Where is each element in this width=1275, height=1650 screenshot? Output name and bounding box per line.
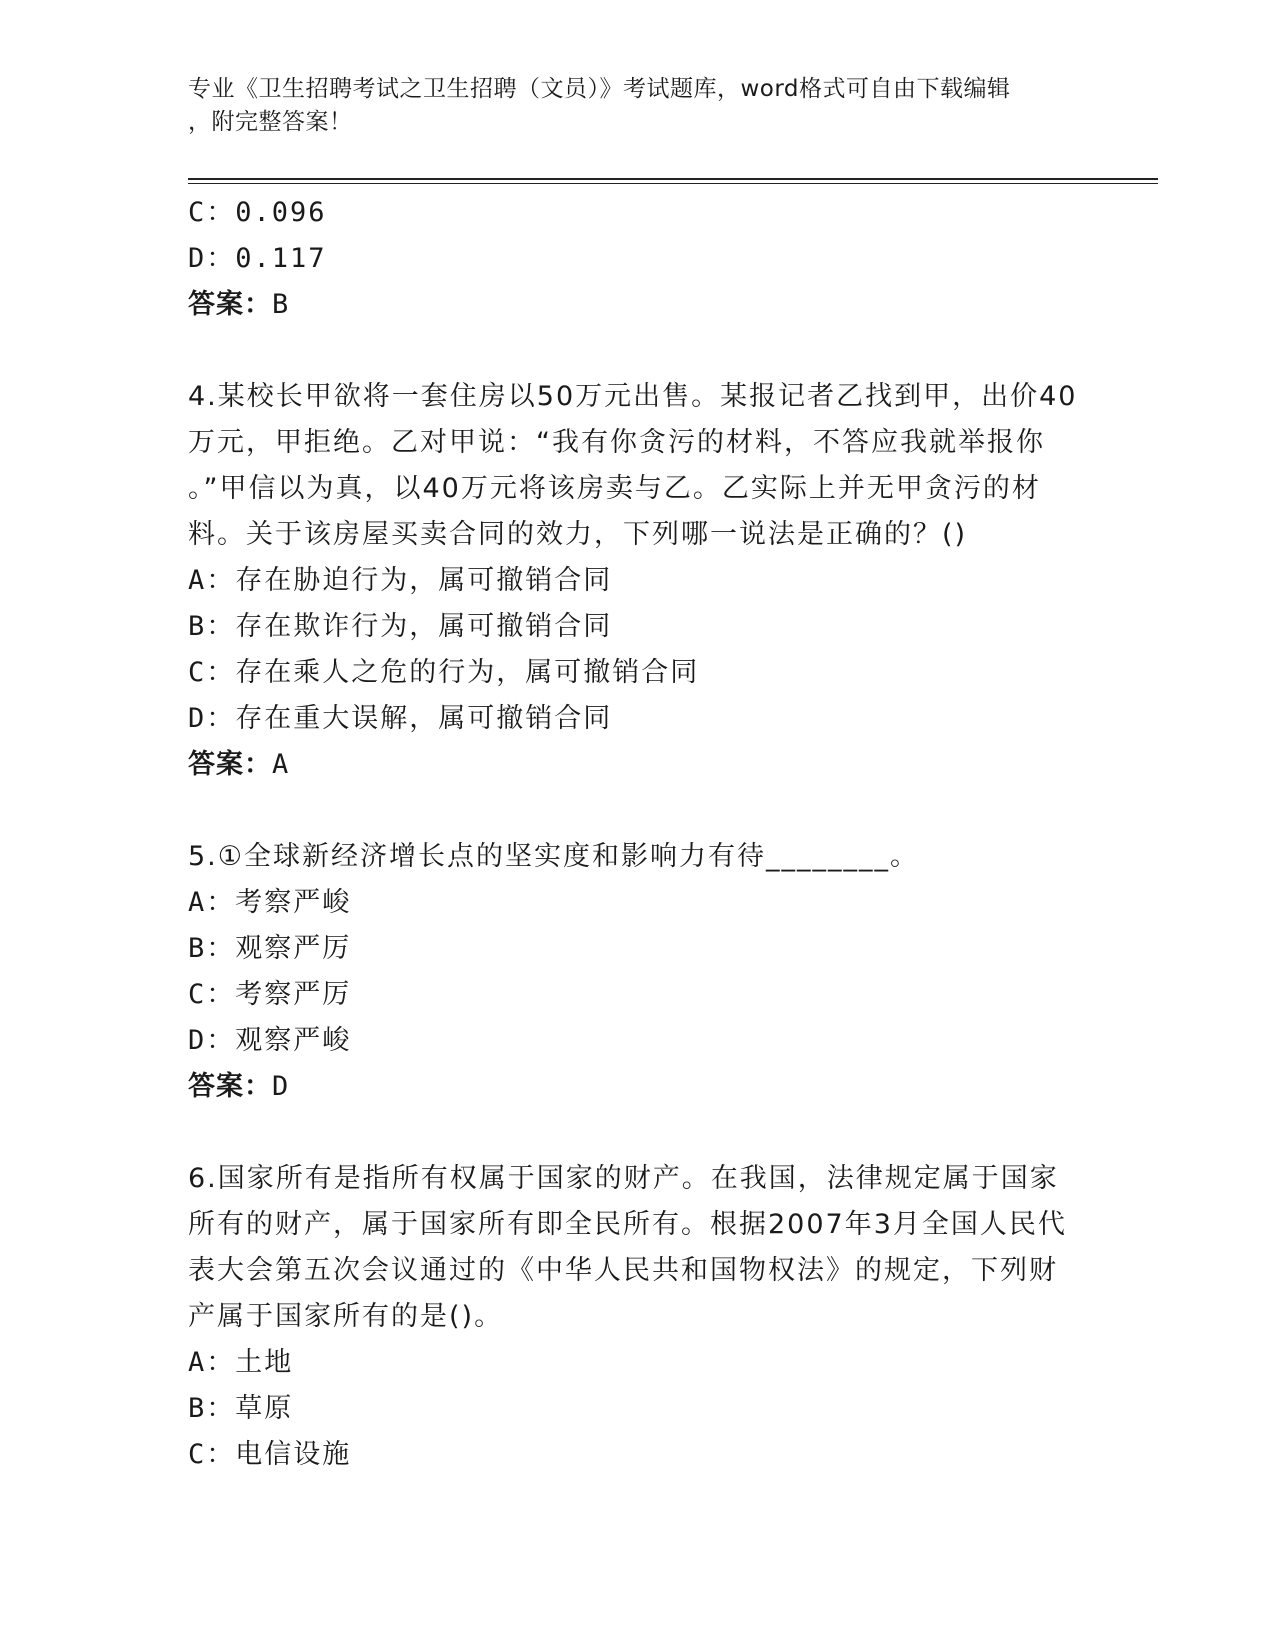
prev-question xyxy=(188,190,1088,328)
spacer xyxy=(188,328,1088,374)
question-stem: 6.国家所有是指所有权属于国家的财产。在我国，法律规定属于国家 所有的财产，属于国家所有即全民所有。根据2007年3月全国人民代 表大会第五次会议通过的《中华人民共和国物权法》的规定，下列财 产属于国家所有的是()。 xyxy=(188,1163,1067,1332)
question-stem: 4.某校长甲欲将一套住房以50万元出售。某报记者乙找到甲，出价40 万元，甲拒绝。乙对甲说：“我有你贪污的材料，不答应我就举报你 。”甲信以为真，以40万元将该房卖与乙。乙实际上并无甲贪污的材 料。关于该房屋买卖合同的效力，下列哪一说法是正确的？() xyxy=(188,381,1078,550)
option-a: A：土地 xyxy=(188,1347,294,1378)
option-a: A：存在胁迫行为，属可撤销合同 xyxy=(188,565,613,596)
question-6 xyxy=(188,1156,1088,1478)
header-line-2: ，附完整答案！ xyxy=(188,109,353,135)
option-c: C：电信设施 xyxy=(188,1439,352,1470)
option-b: B：草原 xyxy=(188,1393,294,1424)
header-line-1: 专业《卫生招聘考试之卫生招聘（文员）》考试题库，word格式可自由下载编辑 xyxy=(188,76,1011,102)
answer-line: 答案：A xyxy=(188,749,290,780)
option-b: B：观察严厉 xyxy=(188,933,352,964)
option-c: C：存在乘人之危的行为，属可撤销合同 xyxy=(188,657,700,688)
header-divider-thin xyxy=(188,183,1158,184)
answer-line: 答案：B xyxy=(188,289,290,320)
spacer xyxy=(188,788,1088,834)
option-b: B：存在欺诈行为，属可撤销合同 xyxy=(188,611,613,642)
answer-line: 答案：D xyxy=(188,1071,290,1102)
option-a: A：考察严峻 xyxy=(188,887,352,918)
option-d: D：观察严峻 xyxy=(188,1025,352,1056)
question-stem: 5.①全球新经济增长点的坚实度和影响力有待________。 xyxy=(188,841,919,872)
option-d: D：存在重大误解，属可撤销合同 xyxy=(188,703,613,734)
spacer xyxy=(188,1110,1088,1156)
option-c: C：0.096 xyxy=(188,197,327,228)
question-5 xyxy=(188,834,1088,1110)
document-header xyxy=(188,73,1088,139)
header-divider-thick xyxy=(188,178,1158,180)
document-body xyxy=(188,190,1088,1478)
option-c: C：考察严厉 xyxy=(188,979,352,1010)
option-d: D：0.117 xyxy=(188,243,327,274)
question-4 xyxy=(188,374,1088,788)
